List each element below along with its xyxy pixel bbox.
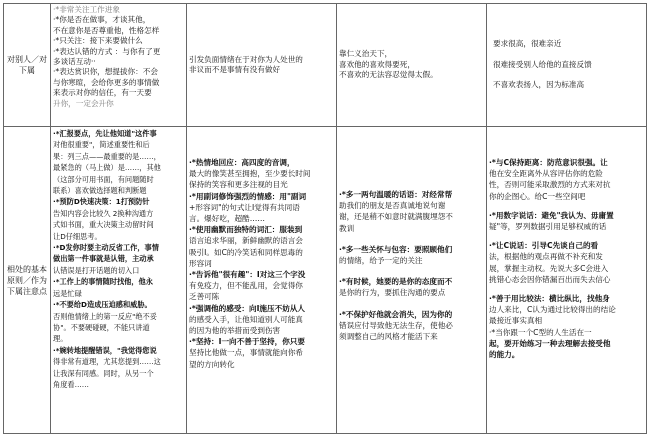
row-label: 对别人／对下属 [7, 55, 47, 75]
text-line: 边人来比，C认为通过比较得出的结论 [489, 305, 616, 315]
text-line: ·*汇报要点，先让他知道"这件事 [53, 129, 157, 138]
text-line: 的因为他的举措而受到伤害 [189, 326, 281, 336]
text-line: 错误应付导致他无法生存，使他必 [339, 320, 453, 330]
row2-col1-cell [51, 127, 187, 434]
row-label-cell [3, 3, 51, 127]
text-line: 对他很重要"，简述重要性和后 [53, 140, 150, 150]
text-line: 告知内容会比较久 2换种沟通方 [53, 208, 154, 218]
text-line: 不在意你是否尊重他，性格怎样 [53, 25, 160, 35]
row2-col2-cell [187, 127, 337, 434]
text-line: 谢，还是稍不如意时就满腹埋怨不 [339, 212, 453, 222]
text-line: 升你，一定会升你 [53, 98, 114, 108]
text-line: 吸引I。如C的冷笑话和同样思毒的 [189, 247, 303, 257]
text-line: 做出第一件事就是认错，主动承 [53, 254, 154, 264]
text-line: +形容词"的句式让I觉得有共同语 [189, 202, 300, 212]
row-label: 相处的基本原则／作为下属注意点 [7, 264, 47, 296]
text-line: ·*使用幽默而独特的词汇：服装到 [189, 225, 303, 235]
row-label-cell [3, 127, 51, 434]
text-line: ·*D发你时要主动反省工作，事情 [53, 243, 159, 253]
text-line: ·*多一两句温暖的话语：对经常帮 [339, 190, 453, 199]
text-line: 教训 [339, 223, 355, 233]
text-line: 否则他情绪上的第一反应"绝不妥 [53, 311, 157, 321]
row1-col2-cell [187, 3, 337, 127]
text-line: 的情绪，给予一定的关注 [339, 256, 423, 266]
text-line: 坚持比他做一点，事情就能向你希 [189, 348, 303, 358]
text-line: 非议而不是事情有没有做好 [189, 65, 281, 74]
text-line [339, 299, 484, 309]
text-line: ·*表达赏识你，想提拔你：不会 [53, 67, 158, 77]
text-line: 很难接受别人给他的直接反馈 [493, 59, 592, 69]
text-line: 认错误是打开话题的切入口 [53, 265, 140, 275]
text-line: 远是忙碌 [53, 288, 82, 298]
text-line: 联系）喜欢做选择题和判断题 [53, 186, 147, 196]
text-line: 挑错心态会因你错漏百出而失去信心 [489, 274, 611, 284]
text-line: ·*善于用比较法：横比纵比，找他身 [489, 294, 610, 304]
text-line: 须调整自己的风格才能活下来 [339, 332, 438, 342]
text-line: ·*不保护好他就会消失，因为你的 [339, 309, 453, 319]
text-line: ·*用数字说话：避免"我认为、毋庸置 [489, 210, 614, 220]
text-line: ·*预防D快速决策：1打预防针 [53, 197, 150, 207]
text-line: ·*强调他的感受：向I施压不妨从人 [189, 303, 305, 313]
text-line: ·*告诉他"很有趣"：I对这三个字没 [189, 270, 306, 280]
text-line: 最大的像笑甚至拥抱，至少要长时间 [189, 169, 311, 179]
text-line: 疑"等，罗列数据引用足够权威的话 [489, 222, 607, 232]
text-line: 你的企图心。给C一些空间吧 [489, 191, 586, 201]
text-line: 性，否则可能采取激烈的方式来对抗 [489, 180, 611, 190]
text-line: ·*不要给D造成压迫感和威胁。 [53, 300, 152, 310]
text-line [489, 232, 644, 240]
text-line: 是你的行为，要抓住沟通的要点 [339, 288, 446, 298]
text-line: 法，根据他的观点再做不补充和发 [489, 252, 603, 262]
text-line: 式如书面，重大决策主动留时间 [53, 220, 154, 230]
text-line: 有免疫力，但不能乱用，会觉得你 [189, 281, 303, 291]
text-line: 起，要开始练习一种去理解去接受他 [489, 338, 611, 348]
text-line: 助我们的朋友是否真诚地说句谢 [339, 201, 446, 211]
text-line: 靠仁义治天下， [339, 49, 393, 59]
text-line: 得非常有道理，尤其您提到……这 [53, 357, 161, 367]
text-line: 他在安全距离外从容评估你的危险 [489, 169, 603, 179]
text-line: 望的方向转化 [189, 359, 235, 369]
text-line: （这部分可用书面，有问题随时 [53, 174, 154, 184]
text-line: ·*当你跟一个C型的人生活在一 [489, 327, 592, 337]
text-line [493, 50, 644, 60]
text-line: ·*用副词修饰强烈的情感：用"副词 [189, 191, 307, 201]
text-line: 展，掌握主动权。先说大多C会进入 [489, 263, 609, 273]
text-line: 协"。不要硬碰硬，不能只讲道 [53, 322, 150, 332]
text-line: ·*有时候，她要的是你的态度而不 [339, 277, 453, 287]
text-line: 要求很高，很难亲近 [493, 39, 562, 49]
text-line: ·*热情地回应：高四度的音调， [189, 158, 295, 167]
text-line: 喜欢他的喜欢得要死， [339, 59, 415, 69]
row1-col3-cell [337, 3, 487, 127]
text-line: ·*非常关注工作进象 [53, 5, 120, 14]
text-line [489, 202, 644, 210]
text-line: 乏善可陈 [189, 292, 220, 302]
text-line: 语言追求华丽，新鲜幽默的语言会 [189, 236, 303, 246]
text-line: 角度看…… [53, 379, 89, 389]
text-line: 理。 [53, 334, 68, 344]
text-line: ·*工作上的事情随时找他，他永 [53, 277, 153, 287]
text-line: ·*坚持：I一向不善于坚持，你只要 [189, 337, 305, 347]
text-line: 言。爆好吃，超酷…… [189, 214, 265, 224]
text-line: 让D仔细思考。 [53, 231, 102, 241]
text-line: 引发负面情绪在于对你为人处世的 [189, 54, 303, 64]
text-line: 让我深有同感。同时，从另一个 [53, 368, 154, 378]
text-line: 多谈话互动·· [53, 57, 96, 67]
text-line: 不喜欢表扬人，因为标准高 [493, 80, 585, 90]
text-line [493, 70, 644, 80]
text-line: ·*与C保持距离：防范意识很强。让 [489, 158, 608, 167]
text-line: 果：列三点——最重要的是……， [53, 151, 161, 161]
text-line: 最接近事实真相 [489, 316, 543, 326]
text-line: 与你寒暄，会给你更多的事情做 [53, 77, 160, 87]
row1-col4-cell [487, 3, 647, 127]
text-line: 不喜欢的无法容忍觉得太假。 [339, 70, 438, 80]
text-line: 保持的笑容和更多注视的目光 [189, 180, 288, 190]
text-line: ·*表达认错的方式 ：与你有了更 [53, 46, 161, 56]
text-line [339, 266, 484, 276]
text-line: 的感受入手，让他知道别人可能真 [189, 314, 303, 324]
text-line: ·*婉转地提醒错误，"我觉得您说 [53, 345, 157, 355]
row1-col1-cell [51, 3, 187, 127]
text-line: 形容词 [189, 258, 212, 268]
text-line: ·*只关注：接下来要做什么 [53, 36, 143, 46]
text-line: 的能力。 [489, 350, 520, 360]
text-line [489, 285, 644, 293]
text-line [339, 234, 484, 244]
text-line: ·*让C说话：引导C先谈自己的看 [489, 241, 599, 251]
row2-col3-cell [337, 127, 487, 434]
text-line: ·*多一些关怀与包容：要照顾他们 [339, 244, 453, 254]
text-line: 最紧急的（马上做）是……，其他 [53, 163, 161, 173]
text-line: 来表示对你的信任，有一天要 [53, 88, 152, 98]
row2-col4-cell [487, 127, 647, 434]
text-line: ·*你是否在做事，才谈其他， [53, 15, 151, 25]
